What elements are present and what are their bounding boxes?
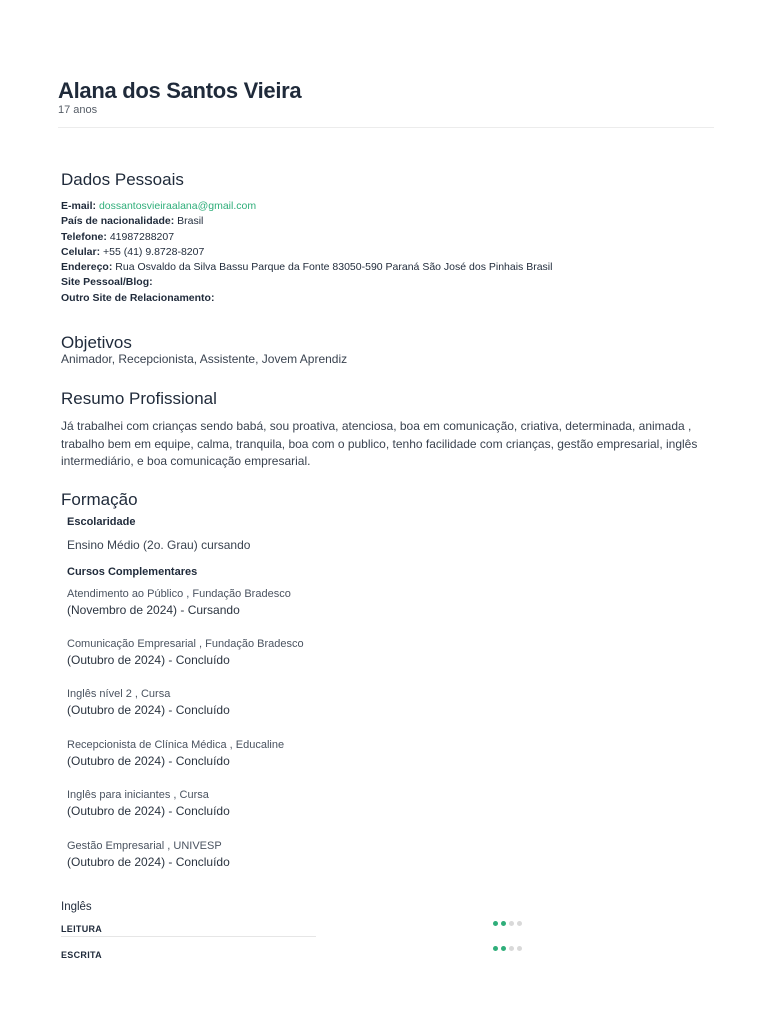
header-divider (58, 127, 714, 128)
address-value: Rua Osvaldo da Silva Bassu Parque da Fonte 83050-590 Paraná São José dos Pinhais Brasil (115, 261, 553, 274)
course-date: (Outubro de 2024) - Concluído (67, 855, 230, 869)
objectives-text: Animador, Recepcionista, Assistente, Jovem Aprendiz (61, 352, 348, 366)
rating-dot-filled (501, 921, 506, 926)
course-item (67, 636, 467, 668)
personal-data-list (61, 199, 552, 306)
course-date: (Outubro de 2024) - Concluído (67, 703, 230, 717)
education-heading: Formação (61, 490, 138, 509)
email-label: E-mail: (61, 200, 97, 212)
phone-label: Telefone: (61, 230, 107, 243)
language-english-title: Inglês (61, 901, 92, 913)
mobile-row (61, 245, 552, 260)
site-row (61, 275, 552, 290)
other-site-row (61, 291, 552, 306)
rating-dot-filled (493, 921, 498, 926)
site-label: Site Pessoal/Blog: (61, 276, 153, 289)
course-date: (Outubro de 2024) - Concluído (67, 804, 230, 818)
nationality-label: País de nacionalidade: (61, 215, 175, 228)
course-name: Inglês nível 2 , Cursa (67, 688, 171, 700)
courses-label: Cursos Complementares (67, 566, 198, 578)
course-item (67, 737, 467, 769)
rating-dot-filled (493, 946, 498, 951)
phone-value: 41987288207 (109, 230, 175, 243)
summary-heading: Resumo Profissional (61, 389, 217, 408)
candidate-name: Alana dos Santos Vieira (58, 78, 302, 103)
address-row (61, 260, 552, 275)
nationality-row (61, 214, 552, 229)
objectives-heading: Objetivos (61, 333, 132, 352)
schooling-label: Escolaridade (67, 516, 136, 528)
course-name: Atendimento ao Público , Fundação Bradesco (67, 588, 291, 600)
mobile-value: +55 (41) 9.8728-8207 (103, 245, 205, 258)
course-date: (Outubro de 2024) - Concluído (67, 653, 230, 667)
course-name: Gestão Empresarial , UNIVESP (67, 840, 222, 852)
course-name: Recepcionista de Clínica Médica , Educaline (67, 739, 285, 751)
email-link[interactable]: dossantosvieiraalana@gmail.com (98, 200, 257, 212)
summary-text: Já trabalhei com crianças sendo babá, sou proativa, atenciosa, boa em comunicação, criativa, determinada, animada , trabalho bem em equipe, calma, tranquila, boa com o publico, tenho facilidade com crianças, gestão empresarial, inglês intermediário, e boa comunicação empresarial. (61, 419, 698, 468)
course-date: (Novembro de 2024) - Cursando (67, 603, 240, 617)
schooling-value: Ensino Médio (2o. Grau) cursando (67, 538, 251, 552)
course-item (67, 787, 467, 819)
nationality-value: Brasil (177, 215, 204, 228)
other-site-label: Outro Site de Relacionamento: (61, 291, 215, 304)
resume-header (58, 78, 714, 117)
course-date: (Outubro de 2024) - Concluído (67, 754, 230, 768)
course-name: Comunicação Empresarial , Fundação Bradesco (67, 638, 304, 650)
address-label: Endereço: (61, 261, 113, 274)
skill-writing-label: ESCRITA (61, 950, 102, 960)
rating-dot-empty (509, 946, 514, 951)
rating-dot-empty (517, 921, 522, 926)
skill-divider (61, 936, 316, 937)
personal-data-heading: Dados Pessoais (61, 170, 184, 189)
phone-row (61, 230, 552, 245)
email-row (61, 199, 552, 214)
course-item (67, 686, 467, 718)
candidate-age: 17 anos (58, 104, 98, 116)
skill-reading-label: LEITURA (61, 924, 103, 934)
mobile-label: Celular: (61, 245, 101, 258)
course-item (67, 586, 467, 618)
course-name: Inglês para iniciantes , Cursa (67, 789, 209, 801)
skill-reading-rating (493, 921, 522, 926)
rating-dot-empty (517, 946, 522, 951)
rating-dot-filled (501, 946, 506, 951)
course-item (67, 838, 467, 870)
rating-dot-empty (509, 921, 514, 926)
skill-writing-rating (493, 946, 522, 951)
